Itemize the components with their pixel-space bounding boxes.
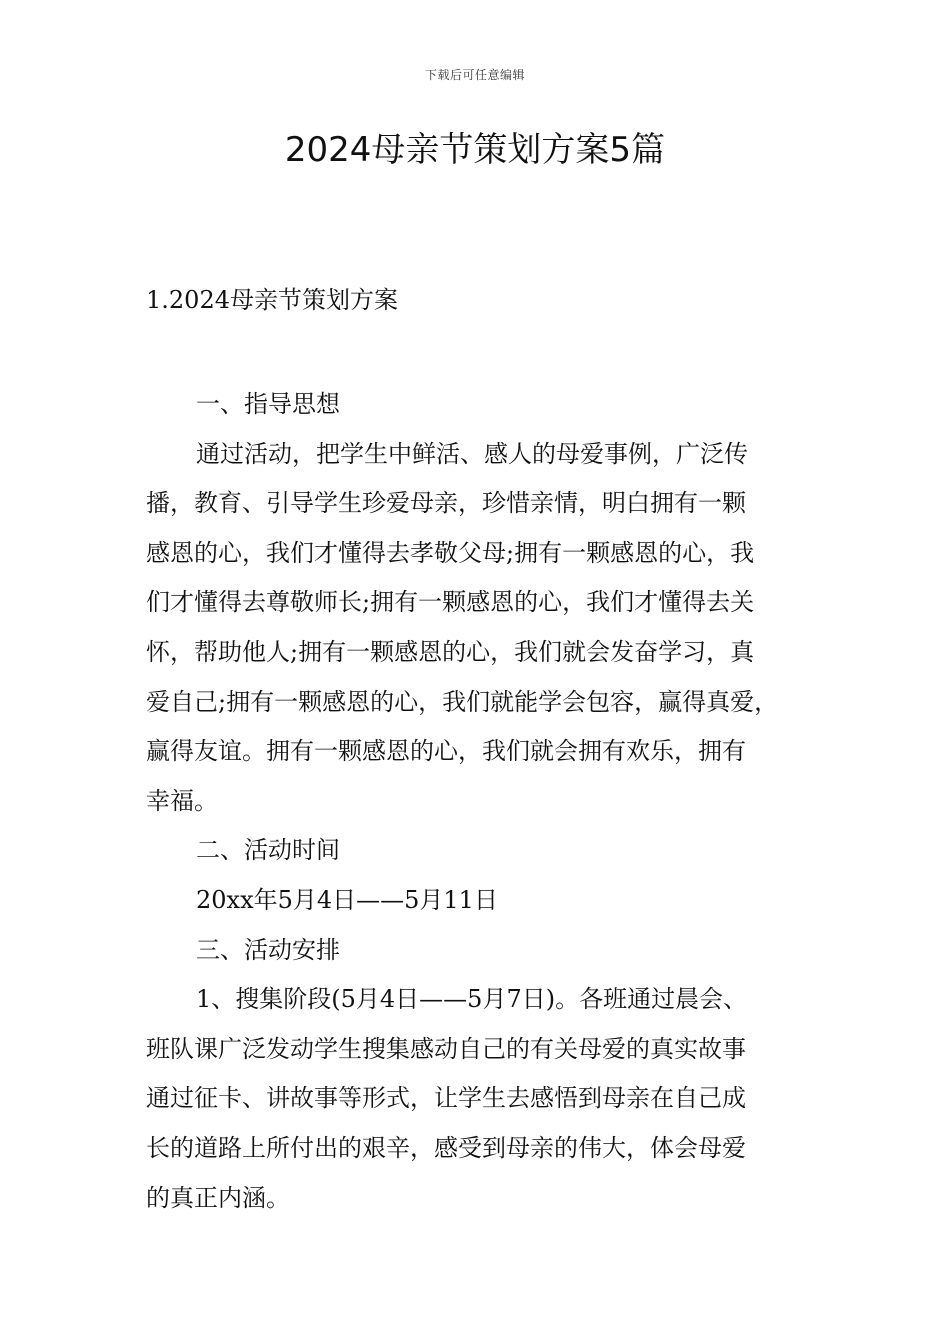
text-line: 1、搜集阶段(5月4日——5月7日)。各班通过晨会、 <box>196 985 748 1014</box>
text-line: 二、活动时间 <box>196 836 340 865</box>
text-line: 幸福。 <box>146 786 218 815</box>
text-line: 长的道路上所付出的艰辛，感受到母亲的伟大，体会母爱 <box>146 1133 746 1162</box>
text-line: 赢得友谊。拥有一颗感恩的心，我们就会拥有欢乐，拥有 <box>146 737 746 766</box>
text-line: 20xx年5月4日——5月11日 <box>196 885 498 914</box>
document-title: 2024母亲节策划方案5篇 <box>284 130 666 170</box>
text-line: 怀，帮助他人;拥有一颗感恩的心，我们就会发奋学习，真 <box>146 637 755 666</box>
body-text <box>146 380 810 1223</box>
text-line: 感恩的心，我们才懂得去孝敬父母;拥有一颗感恩的心，我 <box>146 538 755 567</box>
text-line: 爱自己;拥有一颗感恩的心，我们就能学会包容，赢得真爱， <box>146 687 779 716</box>
text-line: 们才懂得去尊敬师长;拥有一颗感恩的心，我们才懂得去关 <box>146 588 755 617</box>
text-line: 三、活动安排 <box>196 935 340 964</box>
text-line: 班队课广泛发动学生搜集感动自己的有关母爱的真实故事 <box>146 1034 746 1063</box>
text-line: 播，教育、引导学生珍爱母亲，珍惜亲情，明白拥有一颗 <box>146 489 746 518</box>
header-note: 下载后可任意编辑 <box>424 68 525 82</box>
text-line: 通过活动，把学生中鲜活、感人的母爱事例，广泛传 <box>196 439 748 468</box>
text-line: 一、指导思想 <box>196 390 340 418</box>
text-line: 通过征卡、讲故事等形式，让学生去感悟到母亲在自己成 <box>146 1084 746 1113</box>
section-heading: 1.2024母亲节策划方案 <box>146 286 398 314</box>
text-line: 的真正内涵。 <box>146 1183 290 1212</box>
